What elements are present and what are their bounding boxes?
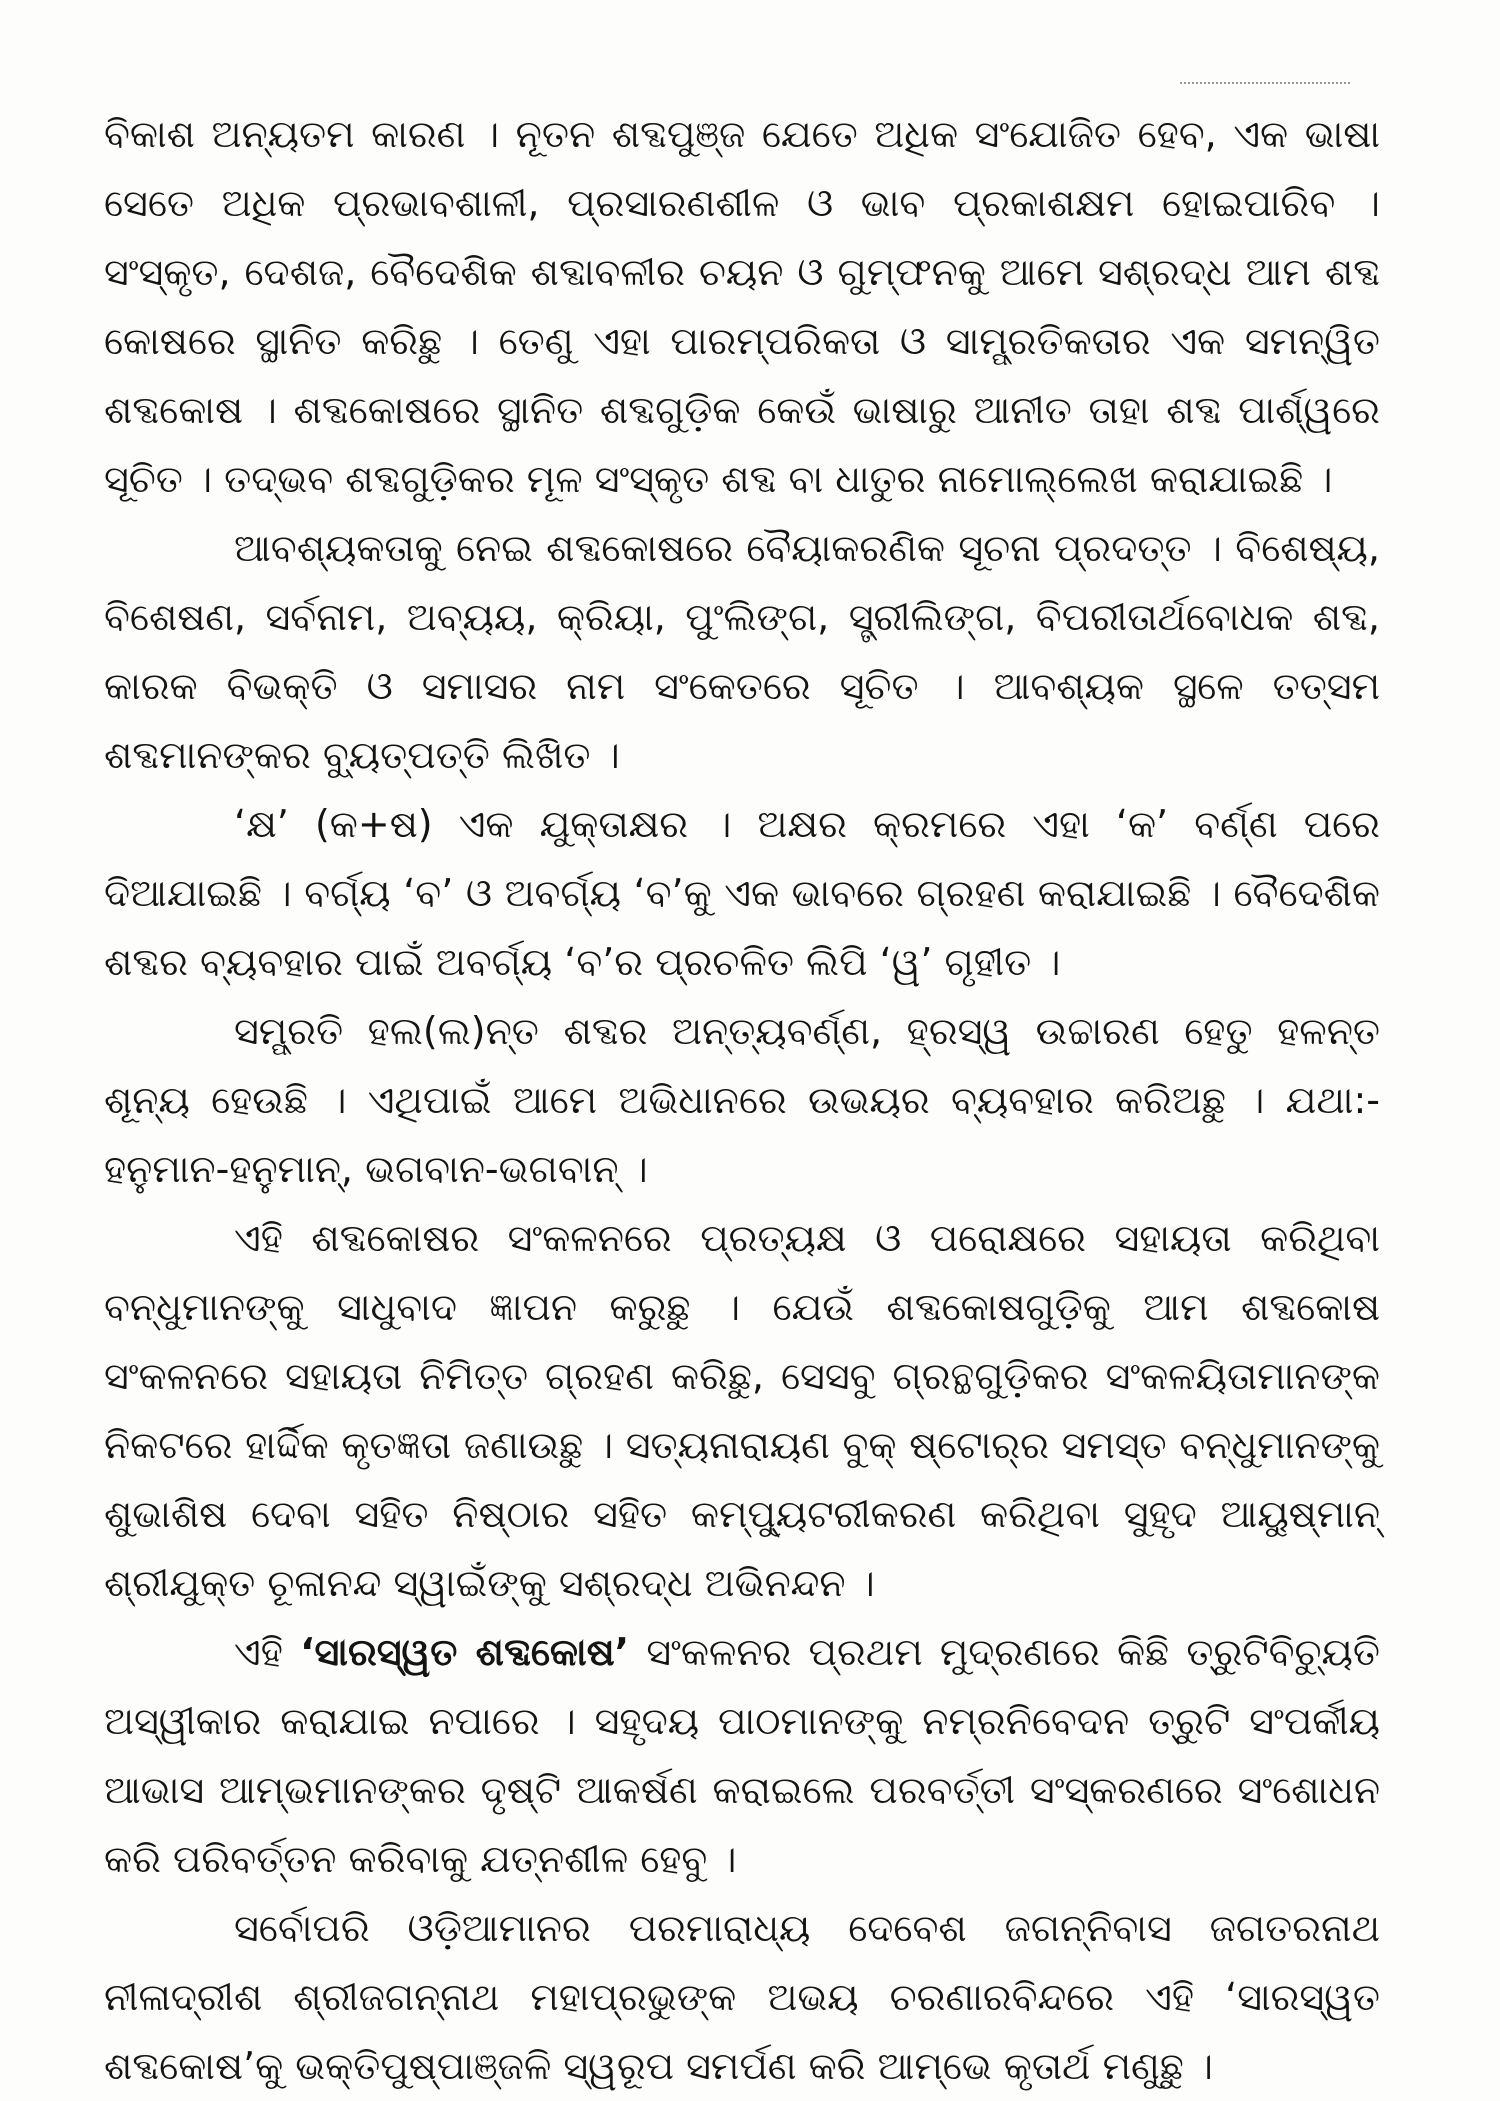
paragraph-6-book-title: ‘ସାରସ୍ୱତ ଶବ୍ଦକୋଷ’ <box>300 1630 630 1674</box>
paragraph-4: ସମ୍ପ୍ରତି ହଲ(ଲ)ନ୍ତ ଶବ୍ଦର ଅନ୍ତ୍ୟବର୍ଣ୍ଣ, ହ୍ରସ୍ୱ ଉଚ୍ଚାରଣ ହେତୁ ହଳନ୍ତ ଶୂନ୍ୟ ହେଉଛି । ଏଥିପାଇଁ ଆମେ ଅଭିଧାନରେ ଉଭୟର ବ୍ୟବହାର କରିଅଛୁ । ଯଥା:- ହନୁମାନ-ହନୁମାନ୍, ଭଗବାନ-ଭଗବାନ୍ । <box>104 1009 1380 1191</box>
top-dotted-rule <box>1180 82 1350 84</box>
paragraph-6-prefix: ଏହି <box>234 1630 283 1674</box>
body-text <box>104 100 1380 2088</box>
paragraph-5: ଏହି ଶବ୍ଦକୋଷର ସଂକଳନରେ ପ୍ରତ୍ୟକ୍ଷ ଓ ପରୋକ୍ଷରେ ସହାୟତା କରିଥିବା ବନ୍ଧୁମାନଙ୍କୁ ସାଧୁବାଦ ଜ୍ଞାପନ କରୁଛୁ । ଯେଉଁ ଶବ୍ଦକୋଷଗୁଡ଼ିକୁ ଆମ ଶବ୍ଦକୋଷ ସଂକଳନରେ ସହାୟତା ନିମିତ୍ତ ଗ୍ରହଣ କରିଛୁ, ସେସବୁ ଗ୍ରନ୍ଥଗୁଡ଼ିକର ସଂକଳୟିତାମାନଙ୍କ ନିକଟରେ ହାର୍ଦ୍ଦିକ କୃତଜ୍ଞତା ଜଣାଉଛୁ । ସତ୍ୟନାରାୟଣ ବୁକ୍ ଷ୍ଟୋର୍‌ର ସମସ୍ତ ବନ୍ଧୁମାନଙ୍କୁ ଶୁଭାଶିଷ ଦେବା ସହିତ ନିଷ୍ଠାର ସହିତ କମ୍ପ୍ୟୁଟରୀକରଣ କରିଥିବା ସୁହୃଦ ଆୟୁଷ୍ମାନ୍ ଶ୍ରୀଯୁକ୍ତ ଚୂଳାନନ୍ଦ ସ୍ୱାଇଁଙ୍କୁ ସଶ୍ରଦ୍ଧ ଅଭିନନ୍ଦନ । <box>104 1216 1380 1605</box>
paragraph-2: ଆବଶ୍ୟକତାକୁ ନେଇ ଶବ୍ଦକୋଷରେ ବୈୟାକରଣିକ ସୂଚନା ପ୍ରଦତ୍ତ । ବିଶେଷ୍ୟ, ବିଶେଷଣ, ସର୍ବନାମ, ଅବ୍ୟୟ, କ୍ରିୟା, ପୁଂଲିଙ୍ଗ, ସ୍ତ୍ରୀଲିଙ୍ଗ, ବିପରୀତାର୍ଥବୋଧକ ଶବ୍ଦ, କାରକ ବିଭକ୍ତି ଓ ସମାସର ନାମ ସଂକେତରେ ସୂଚିତ । ଆବଶ୍ୟକ ସ୍ଥଳେ ତତ୍ସମ ଶବ୍ଦମାନଙ୍କର ବ୍ୟୁତ୍ପତ୍ତି ଲିଖିତ । <box>104 526 1380 777</box>
paragraph-1: ବିକାଶ ଅନ୍ୟତମ କାରଣ । ନୂତନ ଶବ୍ଦପୁଞ୍ଜ ଯେତେ ଅଧିକ ସଂଯୋଜିତ ହେବ, ଏକ ଭାଷା ସେତେ ଅଧିକ ପ୍ରଭାବଶାଳୀ, ପ୍ରସାରଣଶୀଳ ଓ ଭାବ ପ୍ରକାଶକ୍ଷମ ହୋଇପାରିବ । ସଂସ୍କୃତ, ଦେଶଜ, ବୈଦେଶିକ ଶବ୍ଦାବଳୀର ଚୟନ ଓ ଗୁମ୍ଫନକୁ ଆମେ ସଶ୍ରଦ୍ଧ ଆମ ଶବ୍ଦ କୋଷରେ ସ୍ଥାନିତ କରିଛୁ । ତେଣୁ ଏହା ପାରମ୍ପରିକତା ଓ ସାମ୍ପ୍ରତିକତାର ଏକ ସମନ୍ୱିତ ଶବ୍ଦକୋଷ । ଶବ୍ଦକୋଷରେ ସ୍ଥାନିତ ଶବ୍ଦଗୁଡ଼ିକ କେଉଁ ଭାଷାରୁ ଆନୀତ ତାହା ଶବ୍ଦ ପାର୍ଶ୍ୱରେ ସୂଚିତ । ତଦ୍‌ଭବ ଶବ୍ଦଗୁଡ଼ିକର ମୂଳ ସଂସ୍କୃତ ଶବ୍ଦ ବା ଧାତୁର ନାମୋଲ୍ଲେଖ କରାଯାଇଛି । <box>104 112 1380 501</box>
paragraph-7: ସର୍ବୋପରି ଓଡ଼ିଆମାନର ପରମାରାଧ୍ୟ ଦେବେଶ ଜଗନ୍ନିବାସ ଜଗତରନାଥ ନୀଳାଦ୍ରୀଶ ଶ୍ରୀଜଗନ୍ନାଥ ମହାପ୍ରଭୁଙ୍କ ଅଭୟ ଚରଣାରବିନ୍ଦରେ ଏହି ‘ସାରସ୍ୱତ ଶବ୍ଦକୋଷ’କୁ ଭକ୍ତିପୁଷ୍ପାଞ୍ଜଳି ସ୍ୱରୂପ ସମର୍ପଣ କରି ଆମ୍ଭେ କୃତାର୍ଥ ମଣୁଛୁ । <box>104 1906 1380 2088</box>
paragraph-6-body: ସଂକଳନର ପ୍ରଥମ ମୁଦ୍ରଣରେ କିଛି ତ୍ରୁଟିବିଚ୍ୟୁତି ଅସ୍ୱୀକାର କରାଯାଇ ନପାରେ । ସହୃଦୟ ପାଠମାନଙ୍କୁ ନମ୍ରନିବେଦନ ତ୍ରୁଟି ସଂପର୍କୀୟ ଆଭାସ ଆମ୍ଭମାନଙ୍କର ଦୃଷ୍ଟି ଆକର୍ଷଣ କରାଇଲେ ପରବର୍ତ୍ତୀ ସଂସ୍କରଣରେ ସଂଶୋଧନ କରି ପରିବର୍ତ୍ତନ କରିବାକୁ ଯତ୍ନଶୀଳ ହେବୁ । <box>104 1630 1380 1881</box>
paragraph-3: ‘କ୍ଷ’ (କ+ଷ) ଏକ ଯୁକ୍ତାକ୍ଷର । ଅକ୍ଷର କ୍ରମରେ ଏହା ‘କ’ ବର୍ଣ୍ଣ ପରେ ଦିଆଯାଇଛି । ବର୍ଗ୍ୟ ‘ବ’ ଓ ଅବର୍ଗ୍ୟ ‘ବ’କୁ ଏକ ଭାବରେ ଗ୍ରହଣ କରାଯାଇଛି । ବୈଦେଶିକ ଶବ୍ଦର ବ୍ୟବହାର ପାଇଁ ଅବର୍ଗ୍ୟ ‘ବ’ର ପ୍ରଚଳିତ ଲିପି ‘ୱ’ ଗୃହୀତ । <box>104 802 1380 984</box>
paragraph-6 <box>104 1618 1380 1894</box>
